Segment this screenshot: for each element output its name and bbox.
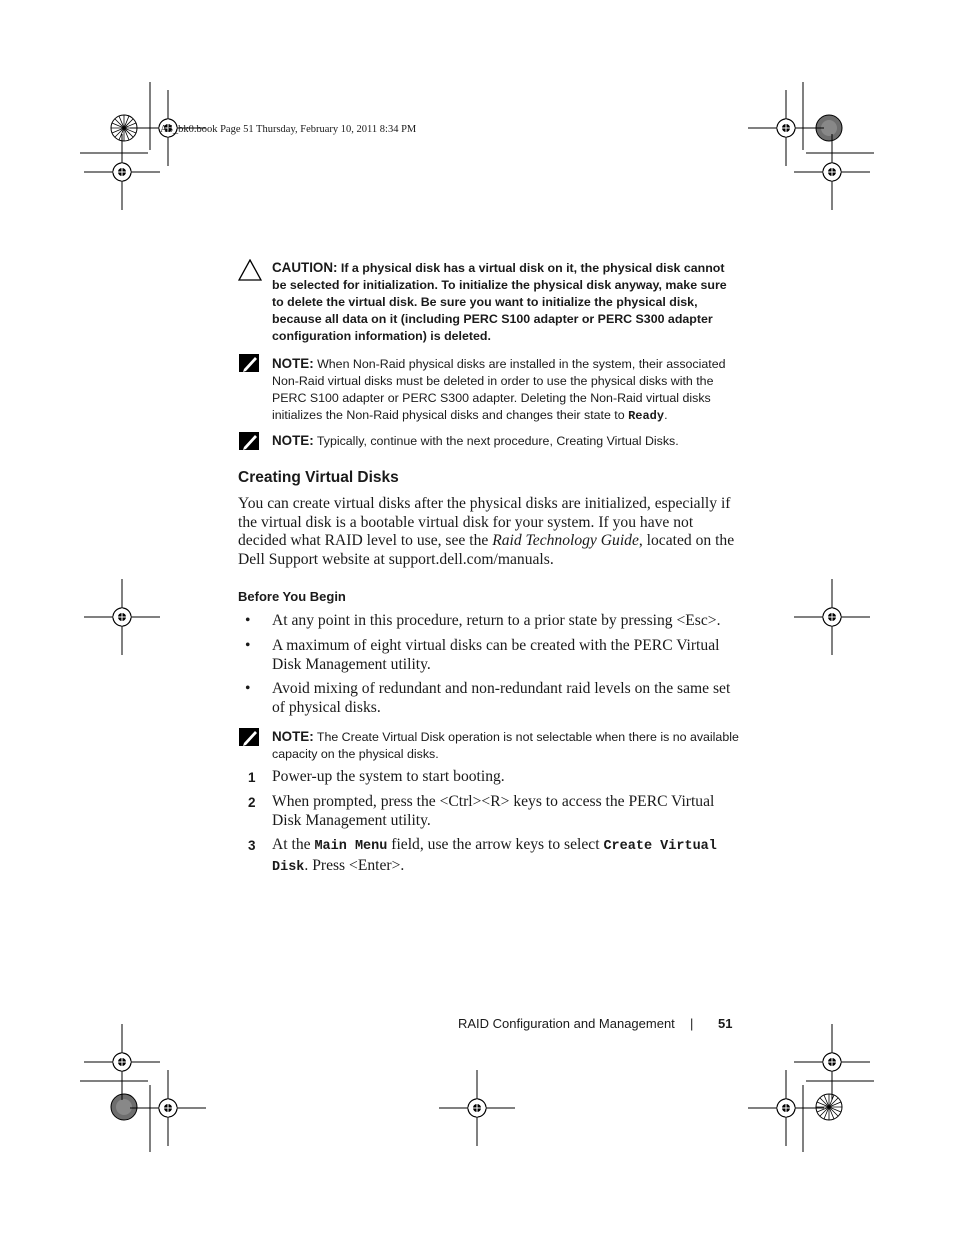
note-3	[272, 728, 740, 763]
step-text-part: . Press <Enter>.	[304, 856, 405, 874]
section-title: Creating Virtual Disks	[238, 469, 399, 486]
subsection-title: Before You Begin	[238, 589, 346, 604]
note-text: When Non-Raid physical disks are installed in the system, their associated Non-Raid virtual disks must be deleted in order to use the physical disks with the PERC S100 adapter or PERC S300 adapter. Deleting the Non-Raid virtual disks initializes the Non-Raid physical disks and changes their state to	[272, 357, 726, 422]
note-text: The Create Virtual Disk operation is not selectable when there is no available capacity on the physical disks.	[272, 730, 739, 761]
bullet-item: A maximum of eight virtual disks can be created with the PERC Virtual Disk Management utility.	[272, 637, 720, 673]
state-ready: Ready	[628, 409, 665, 423]
bullet-marker: •	[245, 637, 251, 654]
step-text: Power-up the system to start booting.	[272, 768, 505, 785]
footer-chapter: RAID Configuration and Management	[458, 1016, 675, 1031]
note-pencil-icon	[238, 352, 264, 376]
note-label: NOTE:	[272, 729, 314, 744]
code-main-menu: Main Menu	[314, 839, 388, 854]
bullet-marker: •	[245, 680, 251, 697]
bullet-marker: •	[245, 612, 251, 629]
note-pencil-icon	[238, 430, 264, 454]
note-text: Typically, continue with the next procedure, Creating Virtual Disks.	[313, 434, 679, 448]
step-number: 3	[248, 838, 256, 853]
paragraph-text: You can create virtual disks after the physical disks are initialized, especially if the virtual disk is a bootable virtual disk for your system. If you have not decided what RAID level to use, see the	[238, 495, 731, 550]
note-pencil-icon	[238, 726, 264, 750]
step-text: When prompted, press the <Ctrl><R> keys to access the PERC Virtual Disk Management utility.	[272, 793, 715, 829]
bullet-item: Avoid mixing of redundant and non-redundant raid levels on the same set of physical disks.	[272, 680, 731, 716]
paragraph-end: .	[549, 551, 554, 569]
note-label: NOTE:	[272, 356, 314, 371]
step-text-part: At the	[272, 836, 315, 853]
step-text	[272, 836, 738, 877]
step-number: 2	[248, 795, 256, 810]
page-number: 51	[718, 1016, 733, 1031]
guide-title: Raid Technology Guide	[492, 532, 639, 550]
note-2	[272, 432, 740, 450]
note-1	[272, 355, 740, 425]
paragraph-text: , located on the Dell Support website at	[238, 532, 735, 569]
caution-label: CAUTION:	[272, 260, 338, 275]
section-paragraph	[238, 495, 738, 570]
bullet-item: At any point in this procedure, return to a prior state by pressing <Esc>.	[272, 612, 721, 629]
caution-text: If a physical disk has a virtual disk on it, the physical disk cannot be selected for initialization. To initialize the physical disk anyway, make sure to delete the virtual disk. Be sure you want to initialize the physical disk, because all data on it (including PERC S100 adapter or PERC S300 adapter configuration information) is deleted.	[272, 261, 727, 343]
code-create-virtual-disk: Create Virtual Disk	[272, 839, 717, 875]
caution-notice	[272, 259, 740, 345]
note-label: NOTE:	[272, 433, 314, 448]
note-end: .	[664, 408, 668, 422]
footer-separator: |	[690, 1016, 694, 1031]
support-url[interactable]: support.dell.com/manuals	[388, 551, 550, 569]
step-text-part: field, use the arrow keys to select	[387, 836, 604, 853]
print-header: A5_bk0.book Page 51 Thursday, February 10, 2011 8:34 PM	[160, 124, 417, 135]
step-number: 1	[248, 770, 256, 785]
caution-icon	[238, 259, 264, 283]
